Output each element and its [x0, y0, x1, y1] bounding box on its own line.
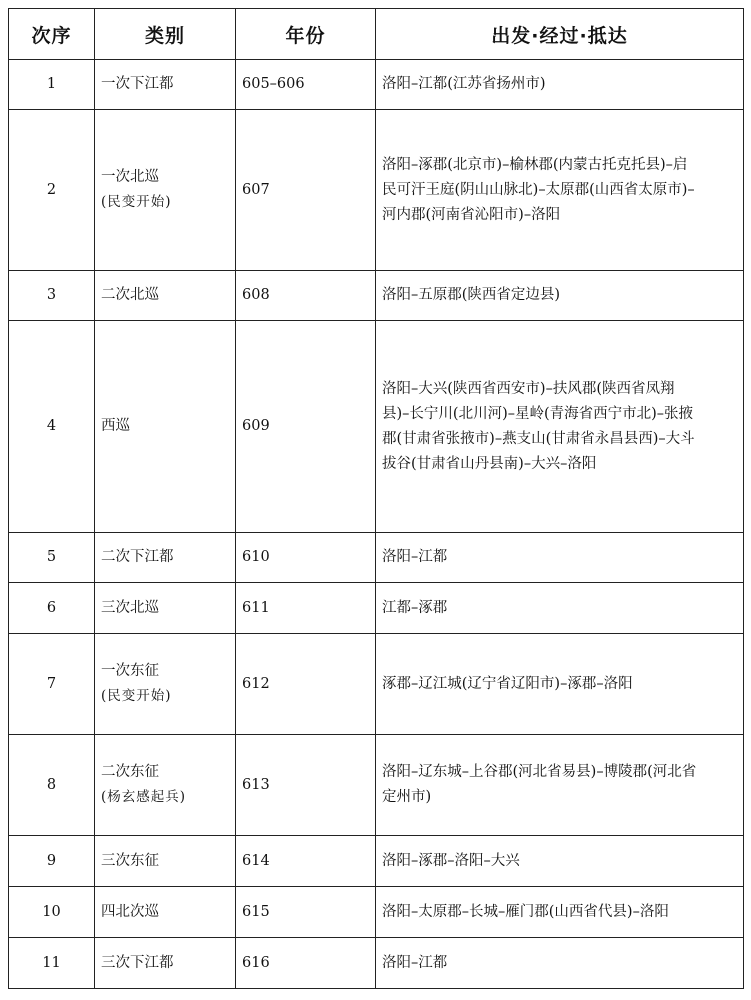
row-order-cell: 8	[9, 735, 95, 836]
category-label: 三次北巡	[101, 599, 159, 616]
route-line: 洛阳–辽东城–上谷郡(河北省易县)–博陵郡(河北省	[382, 764, 697, 780]
route-line: 洛阳–太原郡–长城–雁门郡(山西省代县)–洛阳	[382, 903, 669, 920]
table-row	[9, 836, 744, 887]
route-line: 县)–长宁川(北川河)–星岭(青海省西宁市北)–张掖	[382, 405, 694, 422]
row-category-cell	[95, 533, 236, 583]
row-category-cell	[95, 887, 236, 938]
row-route-cell	[376, 735, 744, 836]
table-row	[9, 271, 744, 321]
route-line: 洛阳–江都	[382, 954, 448, 971]
row-year-cell: 608	[236, 271, 376, 321]
row-category-cell	[95, 583, 236, 634]
route-line: 民可汗王庭(阴山山脉北)–太原郡(山西省太原市)–	[382, 181, 695, 198]
route-line: 定州市)	[382, 789, 432, 805]
row-year-cell: 613	[236, 735, 376, 836]
row-category-cell	[95, 110, 236, 271]
table-row	[9, 887, 744, 938]
table-body	[9, 60, 744, 989]
route-line: 拔谷(甘肃省山丹县南)–大兴–洛阳	[382, 455, 597, 472]
row-category-cell	[95, 271, 236, 321]
row-order-cell: 10	[9, 887, 95, 938]
category-label: 三次东征	[101, 852, 159, 869]
route-line: 郡(甘肃省张掖市)–燕支山(甘肃省永昌县西)–大斗	[382, 430, 695, 447]
route-line: 洛阳–江都	[382, 549, 448, 565]
route-line: 河内郡(河南省沁阳市)–洛阳	[382, 206, 561, 223]
category-label: 一次下江都	[101, 76, 174, 92]
category-label: 一次北巡	[101, 169, 159, 185]
row-order-cell: 6	[9, 583, 95, 634]
row-route-cell	[376, 271, 744, 321]
category-label: 西巡	[101, 418, 130, 434]
row-year-cell: 607	[236, 110, 376, 271]
row-year-cell: 609	[236, 321, 376, 533]
row-order-cell: 1	[9, 60, 95, 110]
route-line: 洛阳–涿郡(北京市)–榆林郡(内蒙古托克托县)–启	[382, 156, 688, 173]
route-line: 洛阳–涿郡–洛阳–大兴	[382, 852, 520, 869]
row-route-cell	[376, 836, 744, 887]
route-line: 洛阳–五原郡(陕西省定边县)	[382, 287, 561, 303]
row-route-cell	[376, 321, 744, 533]
table-row	[9, 735, 744, 836]
row-year-cell: 616	[236, 938, 376, 989]
row-order-cell: 3	[9, 271, 95, 321]
row-route-cell	[376, 887, 744, 938]
row-year-cell: 615	[236, 887, 376, 938]
table-row	[9, 60, 744, 110]
row-category-cell	[95, 321, 236, 533]
row-year-cell: 605–606	[236, 60, 376, 110]
table-row	[9, 938, 744, 989]
row-year-cell: 614	[236, 836, 376, 887]
row-year-cell: 610	[236, 533, 376, 583]
row-order-cell: 7	[9, 634, 95, 735]
row-category-cell	[95, 735, 236, 836]
table-row	[9, 321, 744, 533]
table-row	[9, 583, 744, 634]
header-category: 类别	[95, 9, 236, 60]
route-line: 江都–涿郡	[382, 599, 448, 616]
row-route-cell	[376, 583, 744, 634]
category-label: 三次下江都	[101, 954, 174, 971]
category-label: 二次下江都	[101, 549, 174, 565]
table-row	[9, 634, 744, 735]
row-order-cell: 11	[9, 938, 95, 989]
header-route: 出发·经过·抵达	[376, 9, 744, 60]
row-category-cell	[95, 938, 236, 989]
table-row	[9, 110, 744, 271]
row-route-cell	[376, 938, 744, 989]
row-category-cell	[95, 634, 236, 735]
row-category-cell	[95, 836, 236, 887]
category-note: (民变开始)	[101, 688, 172, 704]
route-line: 涿郡–辽江城(辽宁省辽阳市)–涿郡–洛阳	[382, 675, 633, 692]
table-header	[9, 9, 744, 60]
category-label: 一次东征	[101, 663, 159, 679]
row-year-cell: 612	[236, 634, 376, 735]
row-year-cell: 611	[236, 583, 376, 634]
itinerary-table	[8, 8, 744, 989]
header-year: 年份	[236, 9, 376, 60]
row-order-cell: 5	[9, 533, 95, 583]
row-route-cell	[376, 110, 744, 271]
header-order: 次序	[9, 9, 95, 60]
table-row	[9, 533, 744, 583]
route-line: 洛阳–江都(江苏省扬州市)	[382, 76, 546, 92]
category-label: 四北次巡	[101, 903, 159, 920]
row-route-cell	[376, 634, 744, 735]
route-line: 洛阳–大兴(陕西省西安市)–扶风郡(陕西省凤翔	[382, 380, 675, 397]
header-row	[9, 9, 744, 60]
category-note: (杨玄感起兵)	[101, 789, 187, 805]
row-category-cell	[95, 60, 236, 110]
category-label: 二次东征	[101, 764, 159, 780]
category-label: 二次北巡	[101, 287, 159, 303]
row-order-cell: 4	[9, 321, 95, 533]
row-route-cell	[376, 533, 744, 583]
category-note: (民变开始)	[101, 194, 172, 210]
row-order-cell: 2	[9, 110, 95, 271]
row-route-cell	[376, 60, 744, 110]
row-order-cell: 9	[9, 836, 95, 887]
